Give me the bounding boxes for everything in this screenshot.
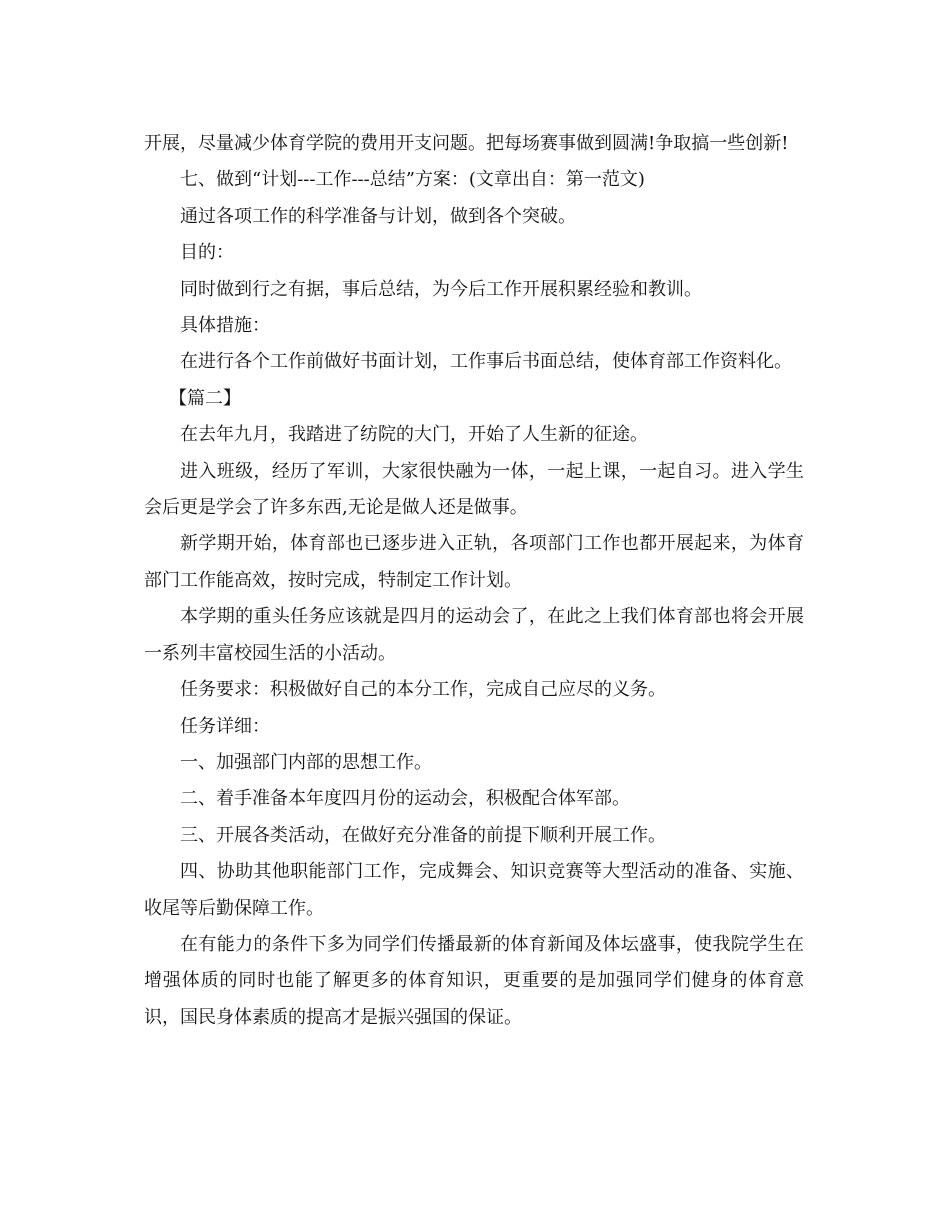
section-heading-seven: 七、做到“计划---工作---总结”方案：(文章出自：第一范文) [180,169,645,191]
list-item-one: 一、加强部门内部的思想工作。 [180,751,432,773]
paragraph-continuation: 开展，尽量减少体育学院的费用开支问题。把每场赛事做到圆满!争取搞一些创新! [144,133,789,154]
paragraph: 通过各项工作的科学准备与计划，做到各个突破。 [180,205,576,227]
paragraph: 进入班级，经历了军训，大家很快融为一体，一起上课，一起自习。进入学生会后更是学会了许多东西,无论是做人还是做事。 [144,460,804,519]
paragraph: 本学期的重头任务应该就是四月的运动会了，在此之上我们体育部也将会开展一系列丰富校园生活的小活动。 [144,606,804,664]
paragraph: 同时做到行之有据，事后总结，为今后工作开展积累经验和教训。 [180,278,702,300]
label-purpose: 目的： [180,242,234,264]
list-item-four: 四、协助其他职能部门工作，完成舞会、知识竞赛等大型活动的准备、实施、收尾等后勤保障工作。 [144,861,804,919]
list-item-three: 三、开展各类活动，在做好充分准备的前提下顺利开展工作。 [180,824,666,846]
paragraph: 新学期开始，体育部也已逐步进入正轨，各项部门工作也都开展起来，为体育部门工作能高效，按时完成，特制定工作计划。 [144,533,804,591]
task-requirements: 任务要求：积极做好自己的本分工作，完成自己应尽的义务。 [180,679,666,701]
part-two-heading: 【篇二】 [169,387,241,409]
task-details-label: 任务详细： [180,715,270,737]
paragraph-closing: 在有能力的条件下多为同学们传播最新的体育新闻及体坛盛事，使我院学生在增强体质的同时也能了解更多的体育知识，更重要的是加强同学们健身的体育意识，国民身体素质的提高才是振兴强国的保证。 [144,933,804,1028]
paragraph: 在进行各个工作前做好书面计划，工作事后书面总结，使体育部工作资料化。 [180,351,792,373]
label-measures: 具体措施： [180,315,270,337]
list-item-two: 二、着手准备本年度四月份的运动会，积极配合体军部。 [180,788,630,810]
document-body [144,126,804,1036]
paragraph: 在去年九月，我踏进了纺院的大门，开始了人生新的征途。 [180,424,648,446]
